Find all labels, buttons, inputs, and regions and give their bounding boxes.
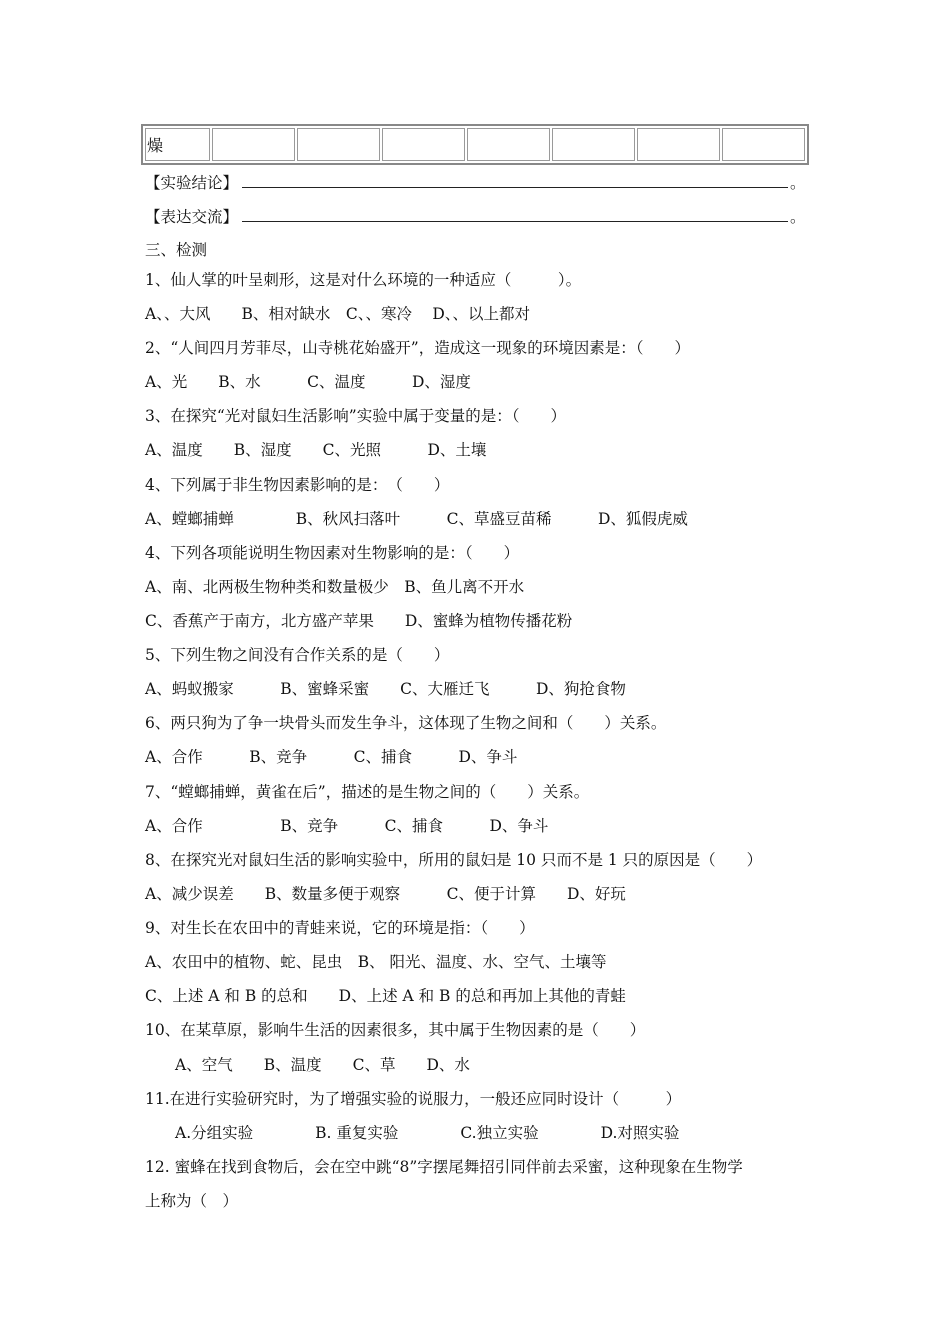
options-11: A.分组实验 B. 重复实验 C.独立实验 D.对照实验 bbox=[175, 1124, 680, 1142]
conclusion-line bbox=[145, 173, 806, 193]
options-1: A、、大风 B、相对缺水 C、、寒冷 D、、以上都对 bbox=[145, 305, 531, 323]
options-5: A、蚂蚁搬家 B、蜜蜂采蜜 C、大雁迁飞 D、狗抢食物 bbox=[145, 680, 626, 698]
question-12-cont: 上称为（ ） bbox=[145, 1192, 239, 1210]
options-10: A、空气 B、温度 C、草 D、水 bbox=[175, 1056, 470, 1074]
table-row bbox=[145, 128, 805, 161]
table-cell: 燥 bbox=[145, 128, 210, 161]
exchange-blank[interactable] bbox=[242, 207, 788, 222]
options-9-1: A、农田中的植物、蛇、昆虫 B、 阳光、温度、水、空气、土壤等 bbox=[145, 953, 607, 971]
question-12: 12. 蜜蜂在找到食物后，会在空中跳“8”字摆尾舞招引同伴前去采蜜，这种现象在生物学 bbox=[145, 1158, 743, 1176]
exchange-line bbox=[145, 207, 806, 227]
question-1: 1、仙人掌的叶呈刺形，这是对什么环境的一种适应（ ）。 bbox=[145, 271, 582, 289]
table-cell bbox=[212, 128, 295, 161]
options-2: A、光 B、水 C、温度 D、湿度 bbox=[145, 373, 471, 391]
question-7: 7、“螳螂捕蝉，黄雀在后”，描述的是生物之间的（ ）关系。 bbox=[145, 783, 590, 801]
table-cell bbox=[552, 128, 635, 161]
options-6: A、合作 B、竞争 C、捕食 D、争斗 bbox=[145, 748, 518, 766]
question-11: 11.在进行实验研究时，为了增强实验的说服力，一般还应同时设计（ ） bbox=[145, 1090, 682, 1108]
table-cell bbox=[637, 128, 720, 161]
options-8: A、减少误差 B、数量多便于观察 C、便于计算 D、好玩 bbox=[145, 885, 626, 903]
question-2: 2、“人间四月芳菲尽，山寺桃花始盛开”，造成这一现象的环境因素是：（ ） bbox=[145, 339, 690, 357]
options-4b-1: A、南、北两极生物种类和数量极少 B、鱼儿离不开水 bbox=[145, 578, 525, 596]
exchange-end: 。 bbox=[790, 208, 806, 226]
table-cell bbox=[382, 128, 465, 161]
question-8: 8、在探究光对鼠妇生活的影响实验中，所用的鼠妇是 10 只而不是 1 只的原因是（ ） bbox=[145, 851, 763, 869]
table-cell bbox=[297, 128, 380, 161]
conclusion-label: 【实验结论】 bbox=[145, 174, 239, 192]
question-5: 5、下列生物之间没有合作关系的是（ ） bbox=[145, 646, 450, 664]
options-7: A、合作 B、竞争 C、捕食 D、争斗 bbox=[145, 817, 549, 835]
question-3: 3、在探究“光对鼠妇生活影响”实验中属于变量的是：（ ） bbox=[145, 407, 566, 425]
question-10: 10、在某草原，影响牛生活的因素很多，其中属于生物因素的是（ ） bbox=[145, 1021, 646, 1039]
options-4b-2: C、香蕉产于南方，北方盛产苹果 D、蜜蜂为植物传播花粉 bbox=[145, 612, 573, 630]
table-cell bbox=[467, 128, 550, 161]
options-9-2: C、上述 A 和 B 的总和 D、上述 A 和 B 的总和再加上其他的青蛙 bbox=[145, 987, 626, 1005]
options-3: A、温度 B、湿度 C、光照 D、土壤 bbox=[145, 441, 487, 459]
question-4a: 4、下列属于非生物因素影响的是： （ ） bbox=[145, 476, 450, 494]
question-9: 9、对生长在农田中的青蛙来说，它的环境是指：（ ） bbox=[145, 919, 535, 937]
table-cell bbox=[722, 128, 805, 161]
question-6: 6、两只狗为了争一块骨头而发生争斗，这体现了生物之间和（ ）关系。 bbox=[145, 714, 667, 732]
section-heading: 三、检测 bbox=[145, 241, 208, 259]
conclusion-end: 。 bbox=[790, 174, 806, 192]
conclusion-blank[interactable] bbox=[242, 173, 788, 188]
question-4b: 4、下列各项能说明生物因素对生物影响的是：（ ） bbox=[145, 544, 520, 562]
exchange-label: 【表达交流】 bbox=[145, 208, 239, 226]
data-table-fragment bbox=[141, 124, 809, 165]
options-4a: A、螳螂捕蝉 B、秋风扫落叶 C、草盛豆苗稀 D、狐假虎威 bbox=[145, 510, 688, 528]
